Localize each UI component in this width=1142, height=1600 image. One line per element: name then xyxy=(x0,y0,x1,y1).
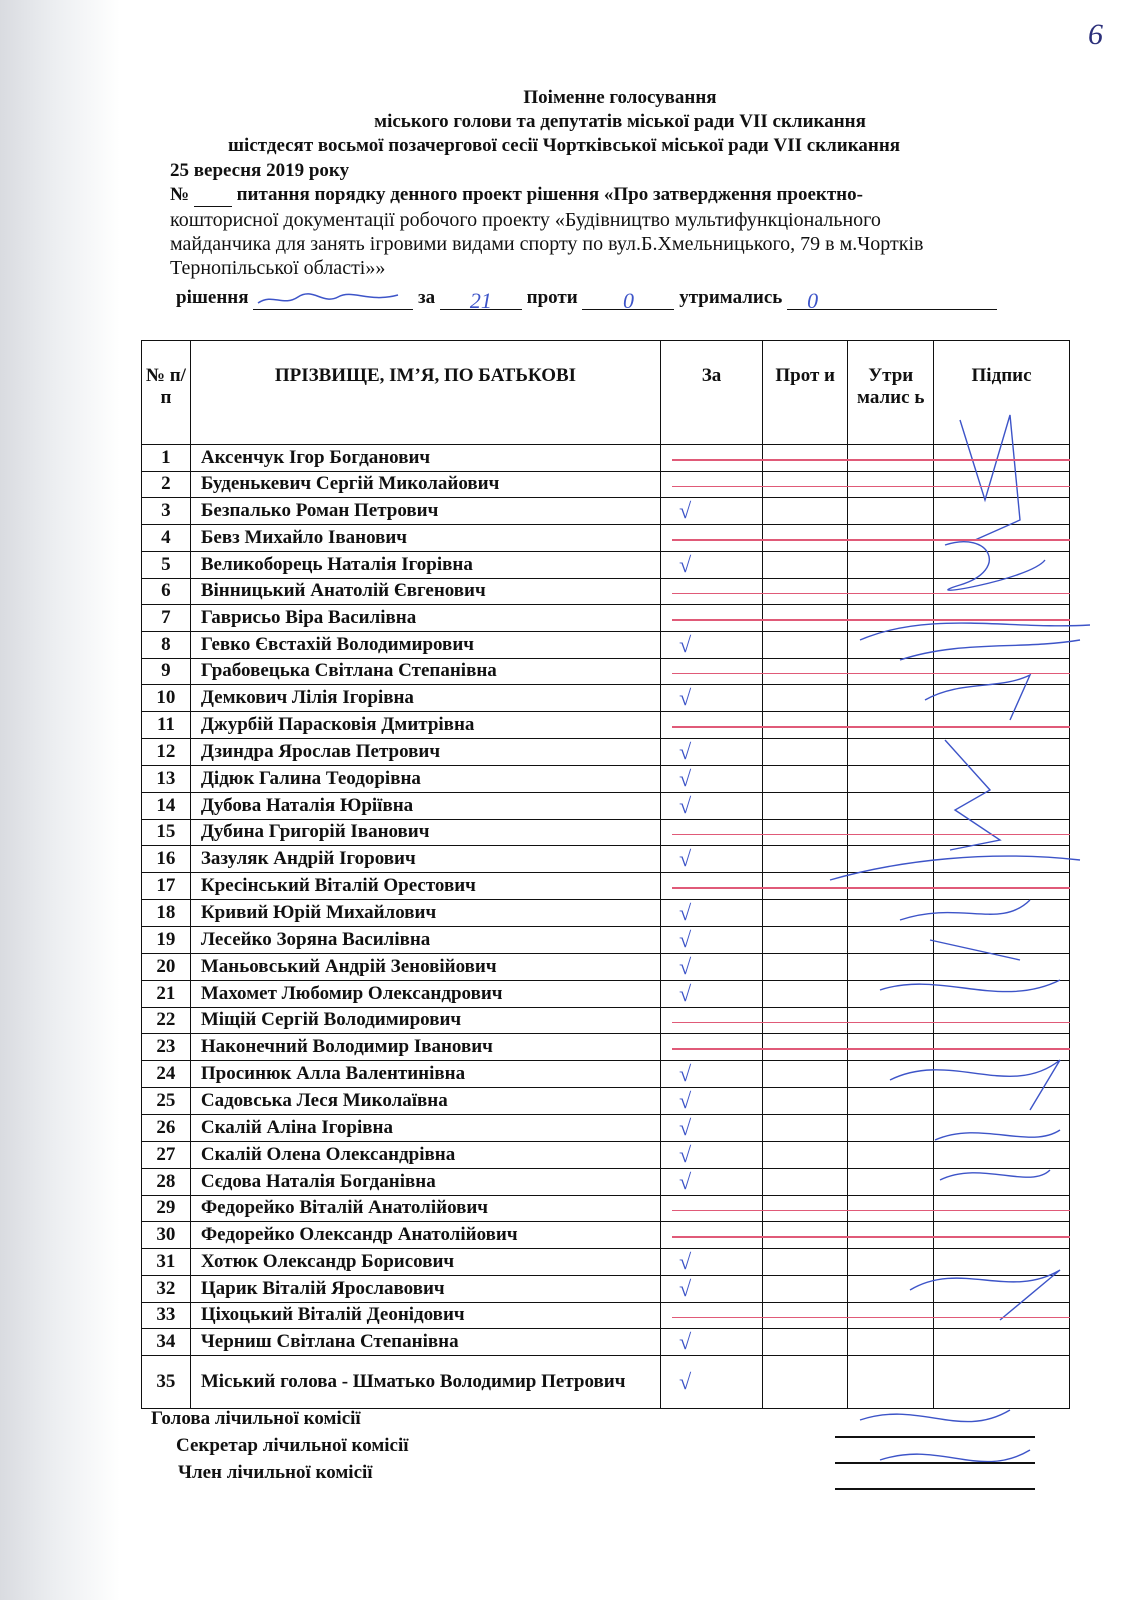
table-row xyxy=(142,1329,1070,1356)
row-name: Демкович Лілія Ігорівна xyxy=(190,685,660,712)
row-name: Сєдова Наталія Богданівна xyxy=(190,1168,660,1195)
table-row xyxy=(142,765,1070,792)
strike-line xyxy=(672,459,1070,461)
doc-title: Поіменне голосування xyxy=(523,87,717,108)
row-name: Садовська Леся Миколаївна xyxy=(190,1087,660,1114)
row-name: Федорейко Віталій Анатолійович xyxy=(190,1195,660,1222)
row-vote-against xyxy=(763,658,848,685)
row-name: Безпалько Роман Петрович xyxy=(190,498,660,525)
row-vote-against xyxy=(763,980,848,1007)
row-vote-for: √ xyxy=(661,980,763,1007)
row-vote-abstained xyxy=(848,1168,934,1195)
row-vote-abstained xyxy=(848,1060,934,1087)
row-vote-against xyxy=(763,498,848,525)
table-row xyxy=(142,1302,1070,1329)
row-vote-abstained xyxy=(848,926,934,953)
row-signature xyxy=(934,1275,1070,1302)
row-name: Міський голова - Шматько Володимир Петрович xyxy=(190,1356,660,1409)
row-vote-abstained xyxy=(848,1087,934,1114)
row-name: Наконечний Володимир Іванович xyxy=(190,1034,660,1061)
row-signature xyxy=(934,1141,1070,1168)
header-for: За xyxy=(661,341,763,445)
table-row xyxy=(142,1195,1070,1222)
row-vote-for xyxy=(661,1007,763,1034)
table-row xyxy=(142,525,1070,552)
row-vote-abstained xyxy=(848,445,934,472)
question-text-line-1: питання порядку денного проект рішення «Про затвердження проектно- xyxy=(236,184,863,205)
row-number: 20 xyxy=(142,953,191,980)
row-vote-against xyxy=(763,1141,848,1168)
row-signature xyxy=(934,819,1070,846)
row-vote-against xyxy=(763,605,848,632)
row-signature xyxy=(934,1195,1070,1222)
scan-shadow xyxy=(0,0,120,1600)
row-vote-for: √ xyxy=(661,1248,763,1275)
row-number: 32 xyxy=(142,1275,191,1302)
row-signature xyxy=(934,685,1070,712)
table-row xyxy=(142,1275,1070,1302)
table-row xyxy=(142,953,1070,980)
table-row xyxy=(142,980,1070,1007)
table-row xyxy=(142,1222,1070,1249)
against-label: проти xyxy=(526,287,578,308)
row-name: Міщій Сергій Володимирович xyxy=(190,1007,660,1034)
row-vote-against xyxy=(763,445,848,472)
row-vote-abstained xyxy=(848,712,934,739)
header-signature: Підпис xyxy=(934,341,1070,445)
row-vote-abstained xyxy=(848,525,934,552)
row-signature xyxy=(934,712,1070,739)
strike-line xyxy=(672,726,1070,728)
row-name: Лесейко Зоряна Василівна xyxy=(190,926,660,953)
row-signature xyxy=(934,1168,1070,1195)
table-row xyxy=(142,685,1070,712)
row-vote-against xyxy=(763,792,848,819)
row-vote-abstained xyxy=(848,1329,934,1356)
row-signature xyxy=(934,498,1070,525)
table-row xyxy=(142,873,1070,900)
strike-line xyxy=(672,486,1070,488)
question-text-line-2: кошторисної документації робочого проекту «Будівництво мультифункціонального xyxy=(170,209,881,231)
row-signature xyxy=(934,765,1070,792)
row-number: 22 xyxy=(142,1007,191,1034)
row-name: Буденькевич Сергій Миколайович xyxy=(190,471,660,498)
row-vote-against xyxy=(763,685,848,712)
table-header-row xyxy=(142,341,1070,445)
row-vote-against xyxy=(763,899,848,926)
table-row xyxy=(142,1356,1070,1409)
row-vote-abstained xyxy=(848,1034,934,1061)
row-vote-for: √ xyxy=(661,1168,763,1195)
row-vote-against xyxy=(763,471,848,498)
row-number: 21 xyxy=(142,980,191,1007)
doc-subtitle-1: міського голови та депутатів міської ради VII скликання xyxy=(374,111,866,132)
row-vote-against xyxy=(763,873,848,900)
row-vote-for: √ xyxy=(661,551,763,578)
footer-member: Член лічильної комісії xyxy=(178,1462,373,1483)
row-signature xyxy=(934,926,1070,953)
strike-line xyxy=(672,834,1070,836)
header-name: ПРІЗВИЩЕ, ІМ’Я, ПО БАТЬКОВІ xyxy=(190,341,660,445)
row-vote-abstained xyxy=(848,605,934,632)
table-row xyxy=(142,1060,1070,1087)
row-vote-against xyxy=(763,846,848,873)
row-vote-against xyxy=(763,631,848,658)
row-name: Дзиндра Ярослав Петрович xyxy=(190,738,660,765)
row-vote-for xyxy=(661,1222,763,1249)
row-signature xyxy=(934,1007,1070,1034)
table-row xyxy=(142,631,1070,658)
row-vote-abstained xyxy=(848,1248,934,1275)
row-number: 8 xyxy=(142,631,191,658)
row-name: Дідюк Галина Теодорівна xyxy=(190,765,660,792)
row-vote-abstained xyxy=(848,792,934,819)
strike-line xyxy=(672,539,1070,541)
row-vote-abstained xyxy=(848,1275,934,1302)
decision-label: рішення xyxy=(176,287,249,308)
row-signature xyxy=(934,738,1070,765)
row-number: 4 xyxy=(142,525,191,552)
question-number-label: № xyxy=(170,184,190,205)
session-date: 25 вересня 2019 року xyxy=(170,160,350,181)
row-vote-abstained xyxy=(848,551,934,578)
row-vote-for: √ xyxy=(661,685,763,712)
row-number: 6 xyxy=(142,578,191,605)
row-vote-against xyxy=(763,765,848,792)
row-vote-abstained xyxy=(848,631,934,658)
table-row xyxy=(142,658,1070,685)
row-number: 13 xyxy=(142,765,191,792)
row-name: Махомет Любомир Олександрович xyxy=(190,980,660,1007)
row-number: 15 xyxy=(142,819,191,846)
row-name: Гевко Євстахій Володимирович xyxy=(190,631,660,658)
row-signature xyxy=(934,1114,1070,1141)
row-vote-for: √ xyxy=(661,846,763,873)
row-number: 33 xyxy=(142,1302,191,1329)
row-vote-against xyxy=(763,1168,848,1195)
row-signature xyxy=(934,873,1070,900)
row-vote-for: √ xyxy=(661,953,763,980)
footer-secretary: Секретар лічильної комісії xyxy=(176,1435,409,1456)
row-vote-abstained xyxy=(848,685,934,712)
row-number: 35 xyxy=(142,1356,191,1409)
doc-subtitle-2: шістдесят восьмої позачергової сесії Чортківської міської ради VII скликання xyxy=(228,135,901,156)
row-signature xyxy=(934,899,1070,926)
row-name: Кресінський Віталій Орестович xyxy=(190,873,660,900)
row-name: Грабовецька Світлана Степанівна xyxy=(190,658,660,685)
row-name: Скалій Аліна Ігорівна xyxy=(190,1114,660,1141)
decision-handwritten xyxy=(253,289,413,310)
table-row xyxy=(142,738,1070,765)
row-signature xyxy=(934,605,1070,632)
row-vote-against xyxy=(763,1114,848,1141)
row-number: 23 xyxy=(142,1034,191,1061)
row-name: Скалій Олена Олександрівна xyxy=(190,1141,660,1168)
row-signature xyxy=(934,1302,1070,1329)
row-number: 28 xyxy=(142,1168,191,1195)
row-vote-for xyxy=(661,605,763,632)
header-abstained: Утри малис ь xyxy=(848,341,934,445)
table-row xyxy=(142,1168,1070,1195)
row-vote-against xyxy=(763,953,848,980)
strike-line xyxy=(672,593,1070,595)
row-vote-for: √ xyxy=(661,765,763,792)
row-signature xyxy=(934,551,1070,578)
row-signature xyxy=(934,980,1070,1007)
strike-line xyxy=(672,887,1070,889)
row-vote-against xyxy=(763,926,848,953)
row-signature xyxy=(934,1329,1070,1356)
row-vote-for xyxy=(661,578,763,605)
row-vote-for xyxy=(661,819,763,846)
row-vote-against xyxy=(763,1275,848,1302)
row-name: Просинюк Алла Валентинівна xyxy=(190,1060,660,1087)
row-vote-for: √ xyxy=(661,498,763,525)
row-vote-against xyxy=(763,1195,848,1222)
row-signature xyxy=(934,658,1070,685)
row-vote-for: √ xyxy=(661,1087,763,1114)
row-vote-abstained xyxy=(848,471,934,498)
row-vote-abstained xyxy=(848,1141,934,1168)
table-row xyxy=(142,1007,1070,1034)
row-vote-abstained xyxy=(848,658,934,685)
strike-line xyxy=(672,1022,1070,1024)
abstained-label: утримались xyxy=(679,287,783,308)
row-vote-abstained xyxy=(848,1007,934,1034)
row-vote-abstained xyxy=(848,953,934,980)
row-vote-for xyxy=(661,658,763,685)
row-vote-for xyxy=(661,712,763,739)
row-vote-against xyxy=(763,712,848,739)
row-vote-for: √ xyxy=(661,1114,763,1141)
row-vote-for: √ xyxy=(661,1141,763,1168)
row-name: Дубова Наталія Юріївна xyxy=(190,792,660,819)
row-vote-abstained xyxy=(848,765,934,792)
table-row xyxy=(142,445,1070,472)
row-name: Дубина Григорій Іванович xyxy=(190,819,660,846)
decision-line xyxy=(176,286,1076,313)
row-vote-against xyxy=(763,1329,848,1356)
row-signature xyxy=(934,1034,1070,1061)
question-number-blank xyxy=(194,186,232,207)
table-row xyxy=(142,899,1070,926)
row-number: 18 xyxy=(142,899,191,926)
row-vote-for xyxy=(661,1195,763,1222)
table-row xyxy=(142,1248,1070,1275)
row-vote-abstained xyxy=(848,819,934,846)
row-signature xyxy=(934,631,1070,658)
table-row xyxy=(142,819,1070,846)
row-number: 26 xyxy=(142,1114,191,1141)
row-name: Федорейко Олександр Анатолійович xyxy=(190,1222,660,1249)
row-number: 25 xyxy=(142,1087,191,1114)
row-signature xyxy=(934,846,1070,873)
row-vote-abstained xyxy=(848,1222,934,1249)
row-vote-for: √ xyxy=(661,1329,763,1356)
row-name: Вінницький Анатолій Євгенович xyxy=(190,578,660,605)
strike-line xyxy=(672,673,1070,675)
row-vote-against xyxy=(763,1007,848,1034)
row-vote-for: √ xyxy=(661,899,763,926)
for-count: 21 xyxy=(440,289,522,310)
row-vote-for xyxy=(661,1302,763,1329)
row-vote-abstained xyxy=(848,498,934,525)
secretary-signature-line xyxy=(835,1462,1035,1464)
row-number: 12 xyxy=(142,738,191,765)
row-signature xyxy=(934,1222,1070,1249)
row-vote-against xyxy=(763,819,848,846)
row-vote-abstained xyxy=(848,873,934,900)
row-number: 24 xyxy=(142,1060,191,1087)
strike-line xyxy=(672,1236,1070,1238)
row-vote-against xyxy=(763,1248,848,1275)
row-vote-against xyxy=(763,1034,848,1061)
row-vote-for: √ xyxy=(661,792,763,819)
row-number: 7 xyxy=(142,605,191,632)
table-row xyxy=(142,926,1070,953)
header-num: № п/п xyxy=(142,341,191,445)
row-number: 3 xyxy=(142,498,191,525)
header-against: Прот и xyxy=(763,341,848,445)
table-row xyxy=(142,551,1070,578)
page-number: 6 xyxy=(1088,18,1103,51)
chair-signature-line xyxy=(835,1436,1035,1438)
voting-table xyxy=(141,340,1070,1409)
row-vote-for: √ xyxy=(661,926,763,953)
row-signature xyxy=(934,792,1070,819)
strike-line xyxy=(672,1317,1070,1319)
question-text-line-4: Тернопільської області»» xyxy=(170,257,386,279)
abstained-count: 0 xyxy=(787,289,997,310)
row-signature xyxy=(934,578,1070,605)
row-number: 29 xyxy=(142,1195,191,1222)
row-vote-abstained xyxy=(848,1356,934,1409)
row-signature xyxy=(934,1087,1070,1114)
member-signature-line xyxy=(835,1488,1035,1490)
row-vote-for xyxy=(661,1034,763,1061)
row-number: 10 xyxy=(142,685,191,712)
table-row xyxy=(142,471,1070,498)
footer-chair: Голова лічильної комісії xyxy=(151,1408,361,1429)
agenda-question xyxy=(170,183,1070,207)
row-name: Маньовський Андрій Зеновійович xyxy=(190,953,660,980)
row-vote-for xyxy=(661,873,763,900)
row-vote-for: √ xyxy=(661,1060,763,1087)
row-number: 1 xyxy=(142,445,191,472)
table-row xyxy=(142,498,1070,525)
row-vote-for xyxy=(661,471,763,498)
table-row xyxy=(142,605,1070,632)
row-name: Кривий Юрій Михайлович xyxy=(190,899,660,926)
row-vote-against xyxy=(763,1356,848,1409)
row-vote-abstained xyxy=(848,1114,934,1141)
row-name: Ціхоцький Віталій Деонідович xyxy=(190,1302,660,1329)
row-vote-abstained xyxy=(848,980,934,1007)
row-vote-for: √ xyxy=(661,1356,763,1409)
row-vote-for: √ xyxy=(661,631,763,658)
row-name: Черниш Світлана Степанівна xyxy=(190,1329,660,1356)
row-vote-abstained xyxy=(848,846,934,873)
row-vote-against xyxy=(763,1060,848,1087)
table-row xyxy=(142,1141,1070,1168)
row-name: Джурбій Парасковія Дмитрівна xyxy=(190,712,660,739)
row-number: 5 xyxy=(142,551,191,578)
row-vote-against xyxy=(763,1222,848,1249)
row-vote-for xyxy=(661,445,763,472)
row-vote-for xyxy=(661,525,763,552)
row-number: 30 xyxy=(142,1222,191,1249)
strike-line xyxy=(672,619,1070,621)
strike-line xyxy=(672,1210,1070,1212)
row-name: Аксенчук Ігор Богданович xyxy=(190,445,660,472)
row-number: 17 xyxy=(142,873,191,900)
table-row xyxy=(142,712,1070,739)
row-signature xyxy=(934,953,1070,980)
against-count: 0 xyxy=(582,289,674,310)
row-name: Гаврисьо Віра Василівна xyxy=(190,605,660,632)
row-number: 34 xyxy=(142,1329,191,1356)
row-vote-against xyxy=(763,525,848,552)
row-name: Царик Віталій Ярославович xyxy=(190,1275,660,1302)
row-signature xyxy=(934,525,1070,552)
row-vote-against xyxy=(763,578,848,605)
row-number: 11 xyxy=(142,712,191,739)
strike-line xyxy=(672,1048,1070,1050)
handwritten-scribble xyxy=(253,289,403,309)
table-row xyxy=(142,1034,1070,1061)
table-row xyxy=(142,1087,1070,1114)
table-row xyxy=(142,578,1070,605)
row-vote-abstained xyxy=(848,1195,934,1222)
row-vote-against xyxy=(763,1302,848,1329)
row-number: 14 xyxy=(142,792,191,819)
row-vote-against xyxy=(763,738,848,765)
row-signature xyxy=(934,1356,1070,1409)
row-number: 27 xyxy=(142,1141,191,1168)
row-number: 2 xyxy=(142,471,191,498)
row-number: 31 xyxy=(142,1248,191,1275)
row-vote-abstained xyxy=(848,899,934,926)
row-number: 19 xyxy=(142,926,191,953)
for-label: за xyxy=(418,287,436,308)
row-name: Великоборець Наталія Ігорівна xyxy=(190,551,660,578)
row-name: Зазуляк Андрій Ігорович xyxy=(190,846,660,873)
question-text-line-3: майданчика для занять ігровими видами спорту по вул.Б.Хмельницького, 79 в м.Чортків xyxy=(170,233,924,255)
row-vote-for: √ xyxy=(661,1275,763,1302)
row-name: Бевз Михайло Іванович xyxy=(190,525,660,552)
row-number: 16 xyxy=(142,846,191,873)
row-signature xyxy=(934,445,1070,472)
row-signature xyxy=(934,471,1070,498)
row-vote-abstained xyxy=(848,1302,934,1329)
row-vote-for: √ xyxy=(661,738,763,765)
row-vote-against xyxy=(763,551,848,578)
row-vote-abstained xyxy=(848,578,934,605)
table-row xyxy=(142,1114,1070,1141)
table-row xyxy=(142,846,1070,873)
row-number: 9 xyxy=(142,658,191,685)
row-vote-abstained xyxy=(848,738,934,765)
row-signature xyxy=(934,1060,1070,1087)
table-row xyxy=(142,792,1070,819)
row-name: Хотюк Олександр Борисович xyxy=(190,1248,660,1275)
row-signature xyxy=(934,1248,1070,1275)
row-vote-against xyxy=(763,1087,848,1114)
